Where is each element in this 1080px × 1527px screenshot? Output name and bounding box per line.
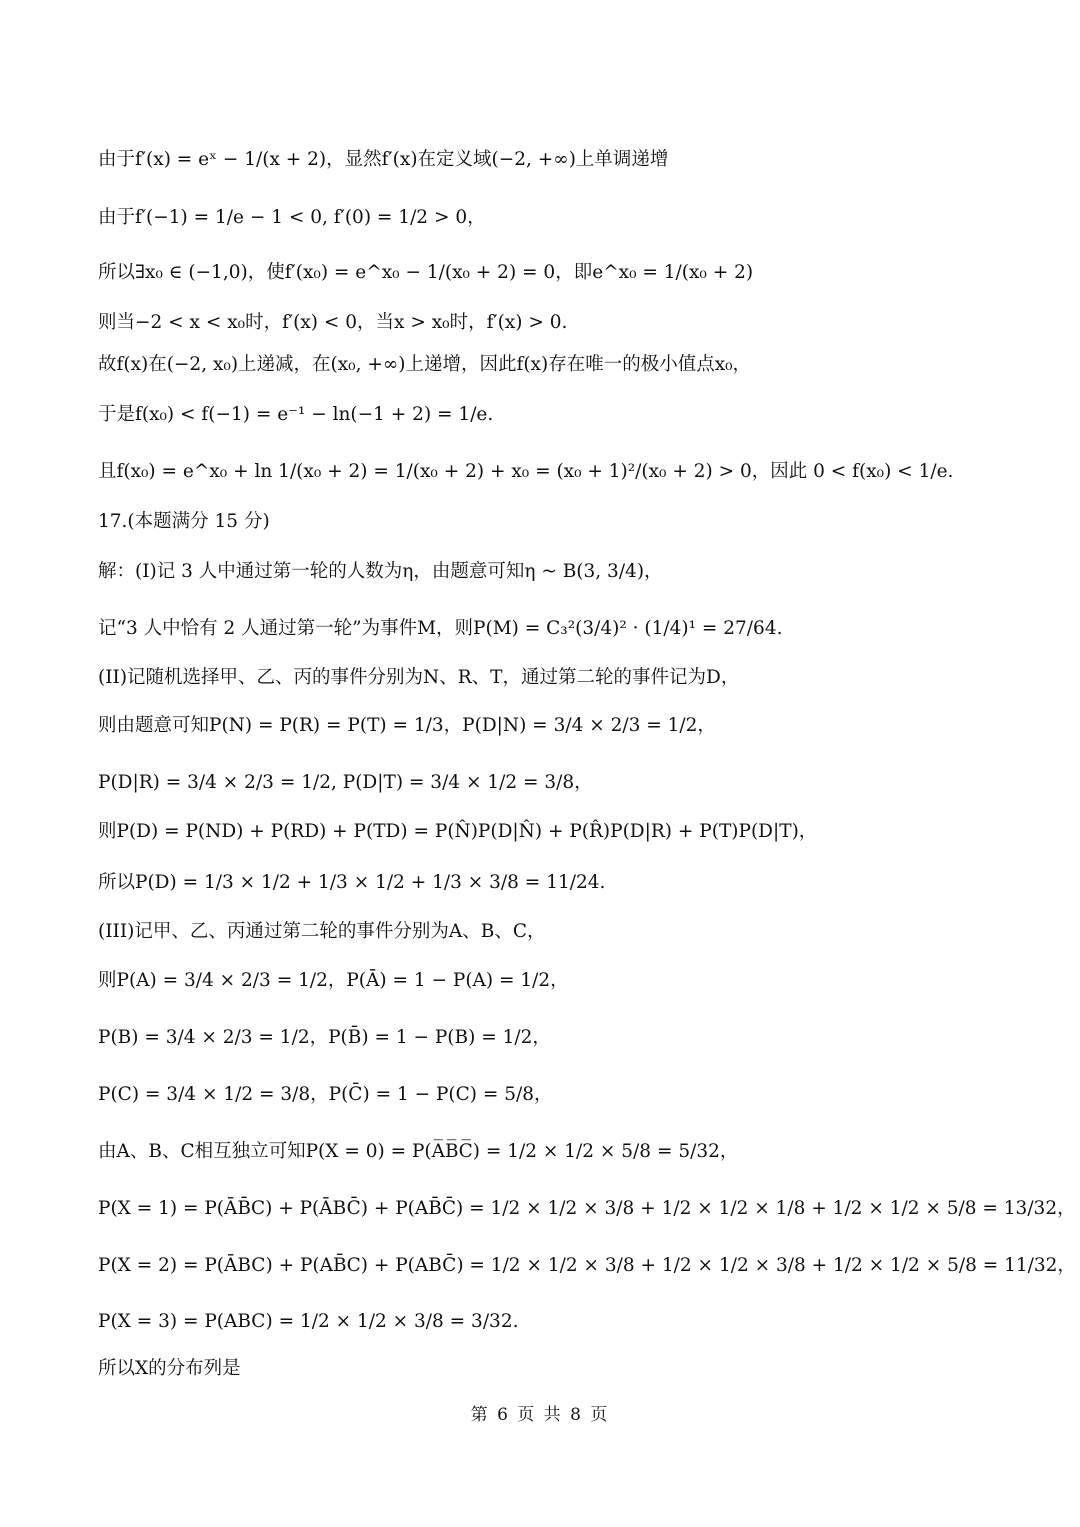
text-line-3: 所以∃x₀ ∈ (−1,0)，使f′(x₀) = e^x₀ − 1/(x₀ + 2) = 0，即e^x₀ = 1/(x₀ + 2) xyxy=(98,262,754,283)
problem-17-heading: 17.(本题满分 15 分) xyxy=(98,511,270,532)
page-number-footer: 第 6 页 共 8 页 xyxy=(470,1405,610,1425)
text-line-9: 解：(I)记 3 人中通过第一轮的人数为η，由题意可知η ~ B(3, 3/4)， xyxy=(98,561,663,582)
text-line-13: P(D|R) = 3/4 × 2/3 = 1/2, P(D|T) = 3/4 × 1/2 = 3/8， xyxy=(98,772,593,793)
text-line-19: P(C) = 3/4 × 1/2 = 3/8，P(C̄) = 1 − P(C) = 5/8， xyxy=(98,1084,553,1105)
text-line-22: P(X = 2) = P(ĀBC) + P(AB̄C) + P(ABC̄) = 1/2 × 1/2 × 3/8 + 1/2 × 1/2 × 3/8 + 1/2 × 1/2 × 5/8 = 11/32， xyxy=(98,1255,1076,1276)
text-line-21: P(X = 1) = P(ĀB̄C) + P(ĀBC̄) + P(AB̄C̄) = 1/2 × 1/2 × 3/8 + 1/2 × 1/2 × 1/8 + 1/2 × 1/2 × 5/8 = 13/32， xyxy=(98,1198,1076,1219)
text-line-23: P(X = 3) = P(ABC) = 1/2 × 1/2 × 3/8 = 3/32. xyxy=(98,1311,519,1332)
text-line-7: 且f(x₀) = e^x₀ + ln 1/(x₀ + 2) = 1/(x₀ + 2) + x₀ = (x₀ + 1)²/(x₀ + 2) > 0，因此 0 < f(x₀) < 1/e. xyxy=(98,461,954,482)
text-line-2: 由于f′(−1) = 1/e − 1 < 0, f′(0) = 1/2 > 0， xyxy=(98,207,486,228)
text-line-17: 则P(A) = 3/4 × 2/3 = 1/2，P(Ā) = 1 − P(A) = 1/2， xyxy=(98,970,569,991)
text-line-1: 由于f′(x) = eˣ − 1/(x + 2)，显然f′(x)在定义域(−2, +∞)上单调递增 xyxy=(98,149,669,170)
text-line-5: 故f(x)在(−2, x₀)上递减，在(x₀, +∞)上递增，因此f(x)存在唯一的极小值点x₀， xyxy=(98,354,752,375)
text-line-24: 所以X的分布列是 xyxy=(98,1358,241,1379)
text-line-20: 由A、B、C相互独立可知P(X = 0) = P(A̅B̅C̅) = 1/2 × 1/2 × 5/8 = 5/32， xyxy=(98,1141,739,1162)
text-line-14: 则P(D) = P(ND) + P(RD) + P(TD) = P(N̂)P(D|N̂) + P(R̂)P(D|R) + P(T)P(D|T)， xyxy=(98,821,818,842)
text-line-4: 则当−2 < x < x₀时，f′(x) < 0，当x > x₀时，f′(x) > 0. xyxy=(98,312,568,333)
text-line-10: 记“3 人中恰有 2 人通过第一轮”为事件M，则P(M) = C₃²(3/4)² · (1/4)¹ = 27/64. xyxy=(98,618,783,639)
text-line-16: (III)记甲、乙、丙通过第二轮的事件分别为A、B、C， xyxy=(98,921,546,942)
text-line-15: 所以P(D) = 1/3 × 1/2 + 1/3 × 1/2 + 1/3 × 3/8 = 11/24. xyxy=(98,872,606,893)
text-line-12: 则由题意可知P(N) = P(R) = P(T) = 1/3，P(D|N) = 3/4 × 2/3 = 1/2， xyxy=(98,715,716,736)
text-line-11: (II)记随机选择甲、乙、丙的事件分别为N、R、T，通过第二轮的事件记为D， xyxy=(98,667,740,688)
text-line-6: 于是f(x₀) < f(−1) = e⁻¹ − ln(−1 + 2) = 1/e. xyxy=(98,404,494,425)
text-line-18: P(B) = 3/4 × 2/3 = 1/2，P(B̄) = 1 − P(B) = 1/2， xyxy=(98,1027,551,1048)
